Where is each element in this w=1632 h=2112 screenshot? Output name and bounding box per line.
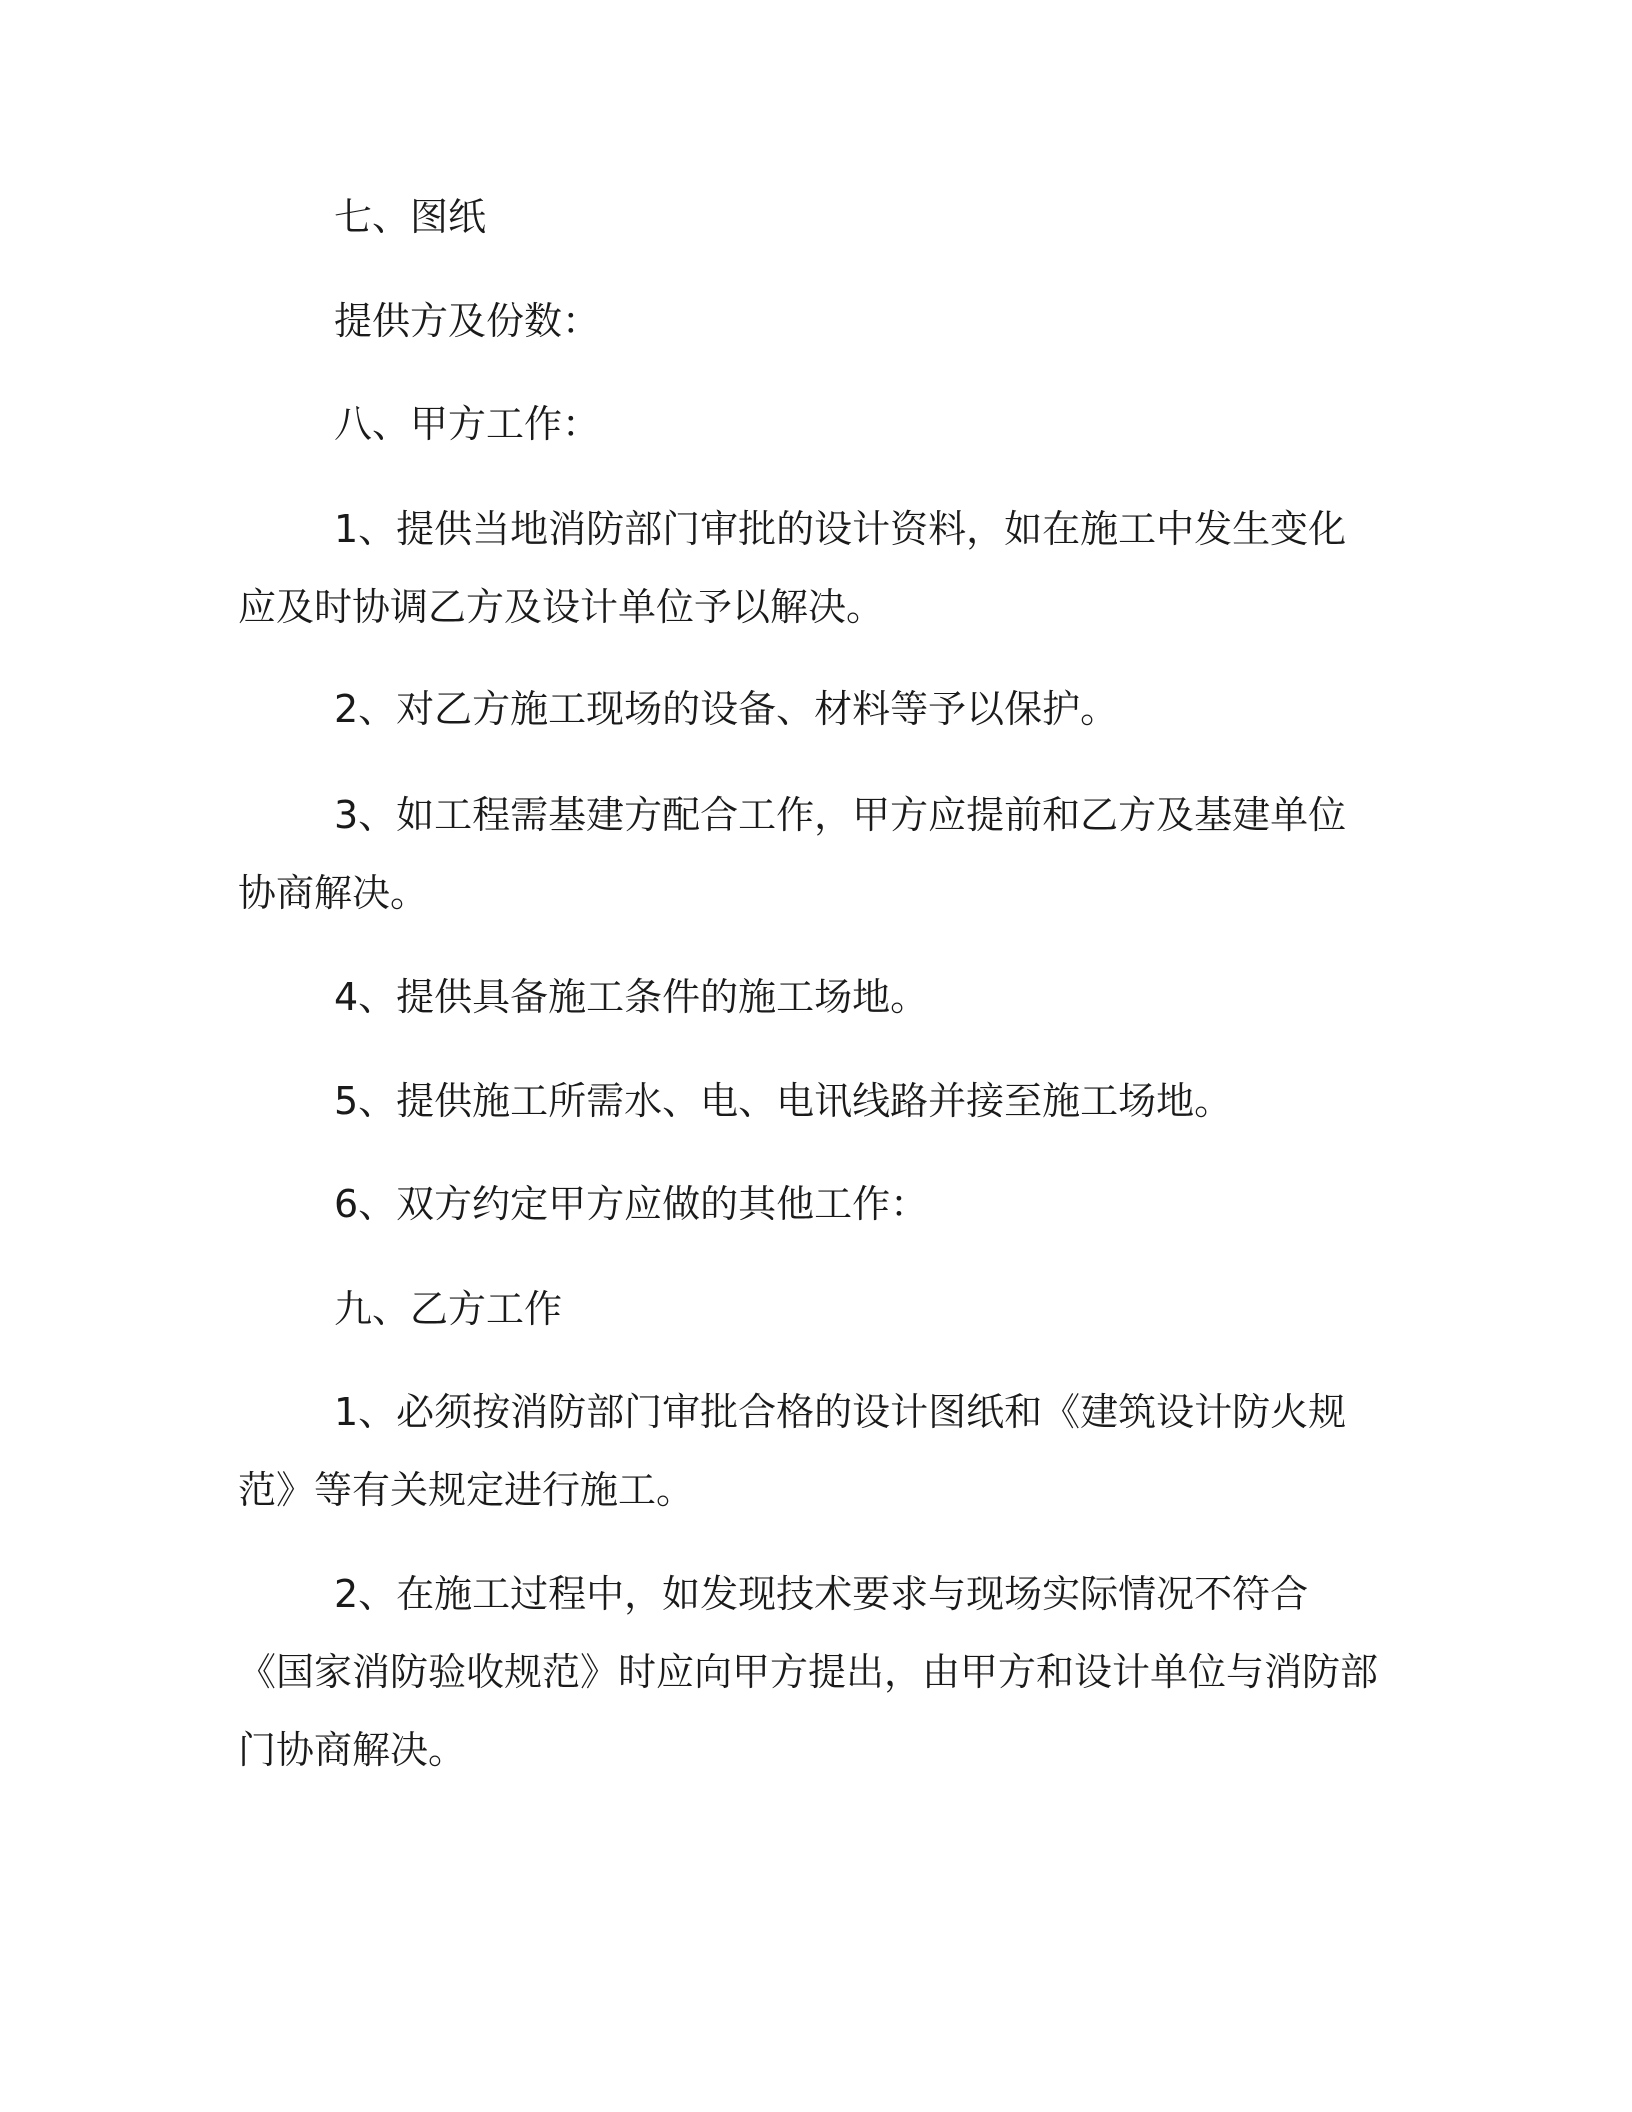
section-heading-party-b-work: 九、乙方工作 <box>334 1287 563 1331</box>
party-a-item-6: 6、双方约定甲方应做的其他工作： <box>334 1182 929 1226</box>
section-heading-drawings: 七、图纸 <box>334 195 487 239</box>
party-a-item-4: 4、提供具备施工条件的施工场地。 <box>334 975 929 1019</box>
party-a-item-3: 3、如工程需基建方配合工作，甲方应提前和乙方及基建单位协商解决。 <box>238 793 1347 915</box>
party-b-item-1: 1、必须按消防部门审批合格的设计图纸和《建筑设计防火规范》等有关规定进行施工。 <box>238 1390 1347 1512</box>
party-a-item-5: 5、提供施工所需水、电、电讯线路并接至施工场地。 <box>334 1079 1233 1123</box>
provider-and-copies-line: 提供方及份数： <box>334 299 601 343</box>
party-b-item-2: 2、在施工过程中，如发现技术要求与现场实际情况不符合《国家消防验收规范》时应向甲方提出，由甲方和设计单位与消防部门协商解决。 <box>238 1572 1379 1772</box>
section-heading-party-a-work: 八、甲方工作： <box>334 402 601 446</box>
party-a-item-1: 1、提供当地消防部门审批的设计资料，如在施工中发生变化应及时协调乙方及设计单位予以解决。 <box>238 507 1347 629</box>
party-a-item-2: 2、对乙方施工现场的设备、材料等予以保护。 <box>334 687 1119 731</box>
